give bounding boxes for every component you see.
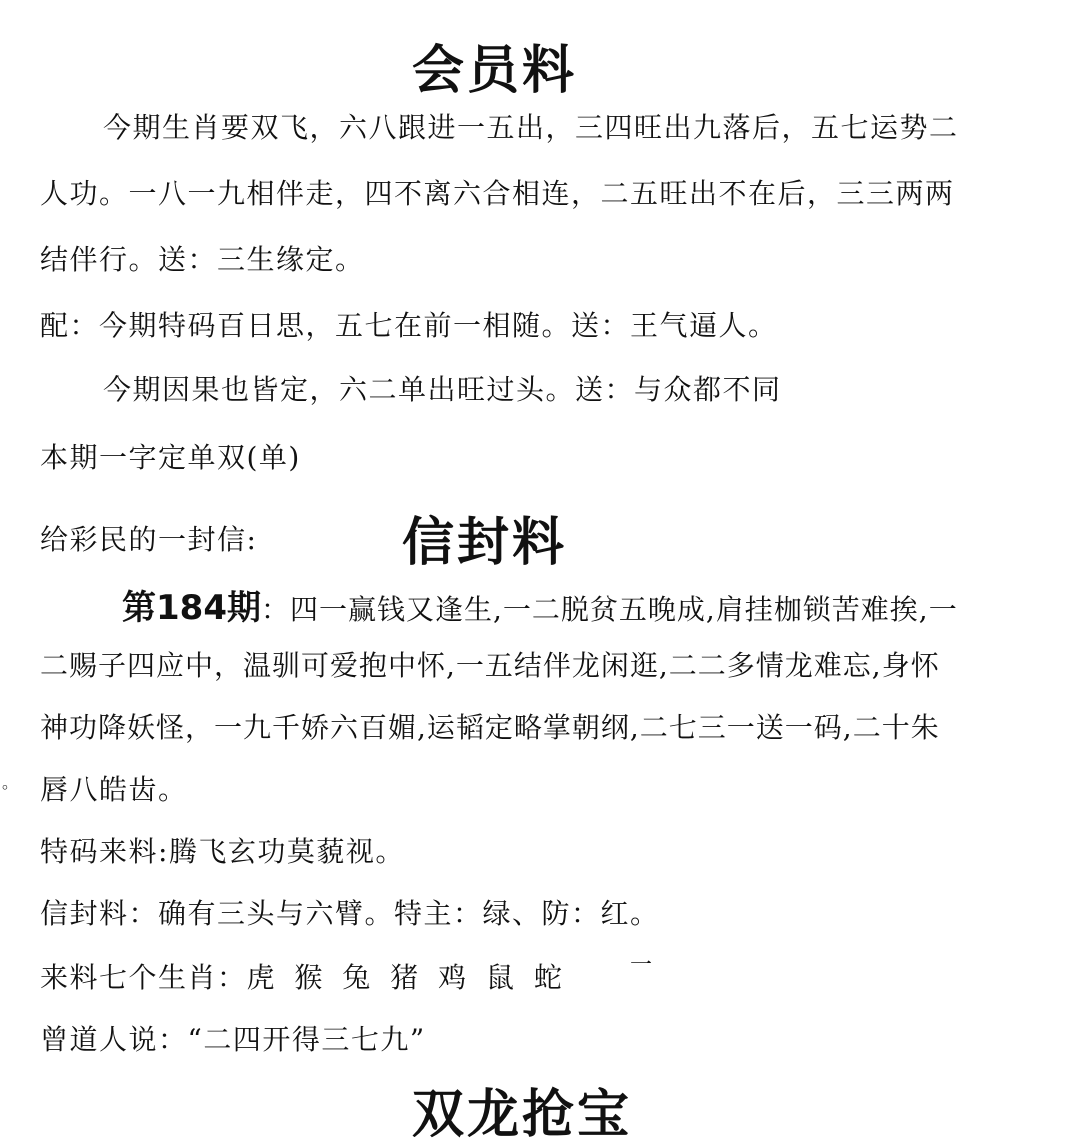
envelope-intro: 给彩民的一封信: xyxy=(40,523,258,556)
envelope-line-5: 特码来料:腾飞玄功莫藐视。 xyxy=(40,835,405,868)
member-line-1: 今期生肖要双飞，六八跟进一五出，三四旺出九落后，五七运势二 xyxy=(103,111,959,144)
member-line-6: 本期一字定单双(单) xyxy=(40,441,301,474)
member-line-3: 结伴行。送：三生缘定。 xyxy=(40,243,365,276)
stray-dash: 一 xyxy=(630,953,654,978)
envelope-line-8: 曾道人说：“二四开得三七九” xyxy=(40,1023,426,1056)
member-line-5: 今期因果也皆定，六二单出旺过头。送：与众都不同 xyxy=(103,373,782,406)
issue-number: 第184期 xyxy=(122,588,261,628)
stray-dot: 。 xyxy=(2,773,19,792)
envelope-line-6: 信封料：确有三头与六臂。特主：绿、防：红。 xyxy=(40,897,660,930)
envelope-title: 信封料 xyxy=(402,512,568,573)
issue-text: ：四一赢钱又逢生,一二脱贫五晚成,肩挂枷锁苦难挨,一 xyxy=(260,593,958,626)
envelope-line-2: 二赐子四应中，温驯可爱抱中怀,一五结伴龙闲逛,二二多情龙难忘,身怀 xyxy=(40,649,940,682)
envelope-issue-line xyxy=(122,580,958,629)
member-line-2: 人功。一八一九相伴走，四不离六合相连，二五旺出不在后，三三两两 xyxy=(40,177,955,210)
envelope-line-4: 唇八皓齿。 xyxy=(40,773,188,806)
next-title: 双龙抢宝 xyxy=(412,1084,633,1145)
member-line-4: 配：今期特码百日思，五七在前一相随。送：王气逼人。 xyxy=(40,309,778,342)
member-title: 会员料 xyxy=(412,40,578,101)
envelope-line-3: 神功降妖怪，一九千娇六百媚,运韬定略掌朝纲,二七三一送一码,二十朱 xyxy=(40,711,940,744)
envelope-line-7: 来料七个生肖：虎 猴 兔 猪 鸡 鼠 蛇 xyxy=(40,961,564,994)
